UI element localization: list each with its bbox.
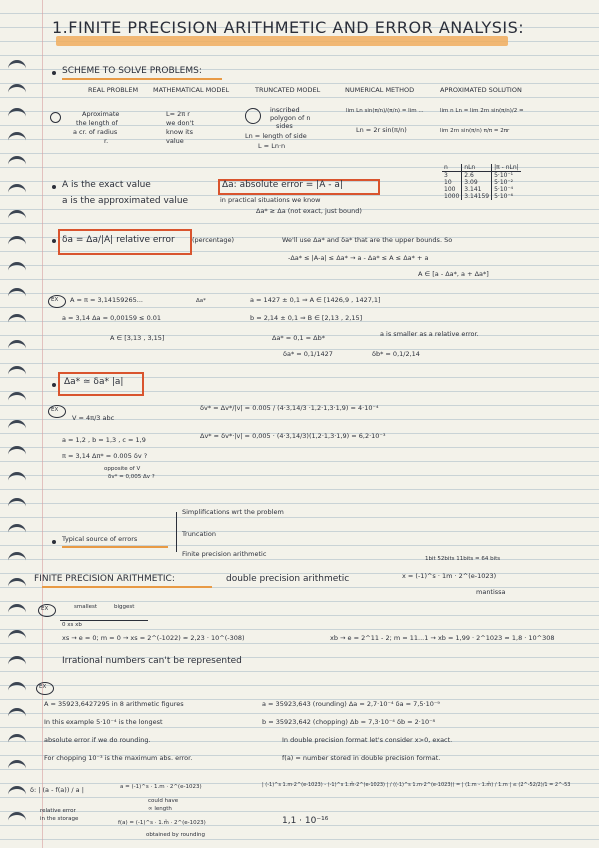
ex1-b6: δb* = 0,1/2,14	[372, 350, 420, 358]
interval: A ∈ [a - Δa*, a + Δa*]	[418, 270, 489, 278]
number-line-labels: 0 xs xb	[62, 622, 82, 628]
binder-ring	[8, 760, 26, 773]
upper-bounds: We'll use Δa* and δa* that are the upper bounds. So	[282, 236, 453, 244]
fpa-format: x = (-1)^s · 1m · 2^(e-1023)	[402, 572, 497, 580]
binder-ring	[8, 108, 26, 121]
binder-ring	[8, 446, 26, 459]
fpa-bits: 1bit 52bits 11bits = 64 bits	[425, 556, 501, 562]
number-line	[60, 620, 148, 621]
table-cell: 10	[442, 179, 462, 186]
real-2: the length of	[76, 119, 118, 127]
trunc-1: inscribed	[270, 106, 300, 114]
ex3-fraction: | (-1)^s 1.m·2^(e-1023) - (-1)^s 1.m̃·2^(e-1023) | / ((-1)^s 1.m·2^(e-1023)) = | (1.m - 1.m̃) / 1.m | ≤ (2^-52/2)/1 = 2^-53	[262, 782, 571, 788]
math-2: we don't	[166, 119, 194, 127]
fpa-xs: xs → e = 0; m = 0 → xs = 2^(-1022) ≃ 2,23 · 10^(-308)	[62, 634, 245, 642]
ex1-b2: b = 2,14 ± 0,1 ⇒ B ∈ [2,13 , 2,15]	[250, 314, 363, 322]
ex1-a2: a = 3,14 Δa = 0,00159 ≤ 0.01	[62, 314, 162, 322]
ex3-fa: f(a) = (-1)^s · 1.m̃ · 2^(e-1023)	[118, 820, 206, 826]
ex2-oppos: opposite of V	[104, 466, 141, 472]
ex3-rel2: in the storage	[40, 816, 79, 822]
polygon-icon	[245, 108, 261, 124]
brace	[176, 512, 177, 552]
table-cell: 5·10⁻⁶	[494, 193, 514, 200]
rel-error: δa = Δa/|A| relative error	[62, 235, 175, 245]
table-cell: 1000	[442, 193, 462, 200]
example-label: EX	[39, 684, 47, 690]
sol-1: lim n Ln = lim 2rn sin(π/n)/2 =	[440, 108, 524, 114]
fpa-mantissa: mantissa	[476, 588, 506, 596]
binder-ring	[8, 314, 26, 327]
ex3-r2: b = 35923,642 (chopping) Δb = 7,3·10⁻⁴ δb = 2·10⁻⁸	[262, 718, 436, 726]
item-marker	[50, 112, 61, 123]
binder-ring	[8, 552, 26, 565]
fpa-xb: xb → e = 2^11 - 2; m = 11...1 → xb = 1,99 · 2^1023 ≃ 1,8 · 10^308	[330, 634, 555, 642]
ex3-obtained: obtained by rounding	[146, 832, 205, 838]
spiral-binding	[0, 0, 34, 848]
bullet	[52, 185, 56, 189]
bullet	[52, 540, 56, 544]
num-1: lim Ln sin(π/n)/(π/n) = lim ...	[346, 108, 424, 114]
binder-ring	[8, 132, 26, 145]
bound: Δa* ≥ Δa (not exact, just bound)	[256, 207, 362, 215]
sol-2: lim 2rn sin(π/n) π/π = 2πr	[440, 128, 510, 134]
ex3-l4: For chopping 10⁻³ is the maximum abs. error.	[44, 754, 193, 762]
ex3-could: could have	[148, 798, 179, 804]
binder-ring	[8, 288, 26, 301]
table-cell: 5·10⁻⁴	[494, 186, 514, 193]
col-num: NUMERICAL METHOD	[345, 86, 415, 94]
fpa-irrational: Irrational numbers can't be represented	[62, 656, 242, 666]
binder-ring	[8, 366, 26, 379]
binder-ring	[8, 156, 26, 169]
col-sol: APROXIMATED SOLUTION	[440, 86, 522, 94]
margin-line	[42, 0, 43, 848]
table-cell: 3.09	[462, 179, 492, 186]
title-highlight	[56, 36, 508, 46]
trunc-3: sides	[276, 122, 293, 130]
math-1: L= 2π r	[166, 110, 190, 118]
source-2: Truncation	[182, 530, 216, 538]
ex1-delta: Δa*	[196, 298, 206, 304]
example-label: EX	[41, 606, 49, 612]
example-label: EX	[51, 407, 59, 413]
math-4: value	[166, 137, 184, 145]
ex3-rel1: relative error	[40, 808, 76, 814]
binder-ring	[8, 630, 26, 643]
ex2-av: Δv* ≃ δv*·|v| = 0,005 · (4·3,14/3)(1,2·1,3·1,9) = 6,2·10⁻³	[200, 432, 386, 440]
smallest-label: smallest	[74, 604, 98, 610]
practical: in practical situations we know	[220, 196, 321, 204]
binder-ring	[8, 708, 26, 721]
binder-ring	[8, 262, 26, 275]
binder-ring	[8, 812, 26, 825]
binder-ring	[8, 786, 26, 799]
biggest-label: biggest	[114, 604, 135, 610]
source-1: Simplifications wrt the problem	[182, 508, 284, 516]
table-cell: 3.141	[462, 186, 492, 193]
real-3: a cr. of radius	[73, 128, 118, 136]
table-cell: 5·10⁻¹	[494, 172, 514, 179]
binder-ring	[8, 210, 26, 223]
binder-ring	[8, 184, 26, 197]
sources-underline	[62, 546, 168, 548]
binder-ring	[8, 420, 26, 433]
ex3-l2: In this example 5·10⁻⁴ is the longest	[44, 718, 163, 726]
scheme-heading: SCHEME TO SOLVE PROBLEMS:	[62, 66, 202, 76]
num-2: Ln = 2r sin(π/n)	[356, 126, 407, 134]
ex1-a3: A ∈ [3,13 , 3,15]	[110, 334, 165, 342]
ex2-oppos2: δv* = 0,005 Δv ?	[108, 474, 155, 480]
ex3-delta: δ: | (a - f(a)) / a |	[30, 786, 84, 794]
bullet	[52, 383, 56, 387]
ex3-r3: In double precision format let's consider x>0, exact.	[282, 736, 453, 744]
col-trunc: TRUNCATED MODEL	[255, 86, 321, 94]
binder-ring	[8, 604, 26, 617]
binder-ring	[8, 84, 26, 97]
binder-ring	[8, 60, 26, 73]
ex1-b1: a = 1427 ± 0,1 ⇒ A ∈ [1426,9 , 1427,1]	[250, 296, 381, 304]
table-header: n	[442, 164, 462, 172]
ex3-result: 1,1 · 10⁻¹⁶	[282, 816, 329, 826]
binder-ring	[8, 392, 26, 405]
percentage: (percentage)	[192, 236, 235, 244]
ex1-b4: a is smaller as a relative error.	[380, 330, 479, 338]
binder-ring	[8, 656, 26, 669]
table-cell: 2.6	[462, 172, 492, 180]
fpa-desc: double precision arithmetic	[226, 574, 350, 584]
binder-ring	[8, 578, 26, 591]
ex1-b5: δa* = 0,1/1427	[283, 350, 333, 358]
inequality: -Δa* ≤ |A-a| ≤ Δa* → a - Δa* ≤ A ≤ Δa* + a	[288, 254, 429, 262]
binder-ring	[8, 682, 26, 695]
table-header: nLn	[462, 164, 492, 172]
abs-error: Δa: absolute error = |A - a|	[222, 180, 343, 190]
table-cell: 3	[442, 172, 462, 180]
binder-ring	[8, 498, 26, 511]
ex3-l1: A = 35923,6427295 in 8 arithmetic figures	[44, 700, 184, 708]
trunc-5: L ≃ Ln·n	[258, 142, 286, 150]
table-cell: 3.14159	[462, 193, 492, 200]
ex3-l3: absolute error if we do rounding.	[44, 736, 151, 744]
source-3: Finite precision arithmetic	[182, 550, 267, 558]
exact-line-2: a is the approximated value	[62, 196, 189, 206]
exact-line-1: A is the exact value	[62, 180, 151, 190]
convergence-table	[442, 164, 521, 200]
sources-label: Typical source of errors	[62, 535, 138, 543]
trunc-2: polygon of n	[270, 114, 311, 122]
table-cell: 100	[442, 186, 462, 193]
scheme-underline	[62, 78, 222, 80]
fpa-label: FINITE PRECISION ARITHMETIC:	[34, 574, 175, 584]
binder-ring	[8, 472, 26, 485]
approx-formula: Δa* ≃ δa* |a|	[64, 377, 124, 387]
table-cell: 5·10⁻²	[494, 179, 514, 186]
binder-ring	[8, 734, 26, 747]
example-label: EX	[51, 297, 59, 303]
binder-ring	[8, 340, 26, 353]
trunc-4: Ln = length of side	[245, 132, 307, 140]
ex3-r1: a = 35923,643 (rounding) Δa = 2,7·10⁻⁴ δa = 7,5·10⁻⁹	[262, 700, 440, 708]
ex3-inf: ∞ length	[148, 806, 172, 812]
ex2-sv: δv* = Δv*/|v| = 0.005 / (4·3,14/3 ·1,2·1,3·1,9) = 4·10⁻⁴	[200, 404, 379, 412]
page-title: 1.FINITE PRECISION ARITHMETIC AND ERROR ANALYSIS:	[52, 18, 525, 37]
math-3: know its	[166, 128, 193, 136]
col-real: REAL PROBLEM	[88, 86, 139, 94]
ex3-r4: f(a) = number stored in double precision format.	[282, 754, 441, 762]
ex2-v: V = 4π/3 abc	[72, 414, 115, 422]
real-4: r.	[104, 137, 109, 145]
table-header: |π - nLn|	[492, 164, 521, 172]
ex1-b3: Δa* = 0,1 = Δb*	[272, 334, 325, 342]
binder-ring	[8, 236, 26, 249]
binder-ring	[8, 524, 26, 537]
fpa-underline	[42, 586, 212, 588]
bullet	[52, 71, 56, 75]
col-math: MATHEMATICAL MODEL	[153, 86, 230, 94]
ex1-a1: A = π = 3,14159265...	[70, 296, 144, 304]
bullet	[52, 239, 56, 243]
ex2-vals: a = 1,2 , b = 1,3 , c = 1,9	[62, 436, 146, 444]
real-1: Aproximate	[82, 110, 120, 118]
ex2-pi: π = 3,14 Δπ* = 0.005 δv ?	[62, 452, 148, 460]
ex3-a: a = (-1)^s · 1.m · 2^(e-1023)	[120, 784, 202, 790]
